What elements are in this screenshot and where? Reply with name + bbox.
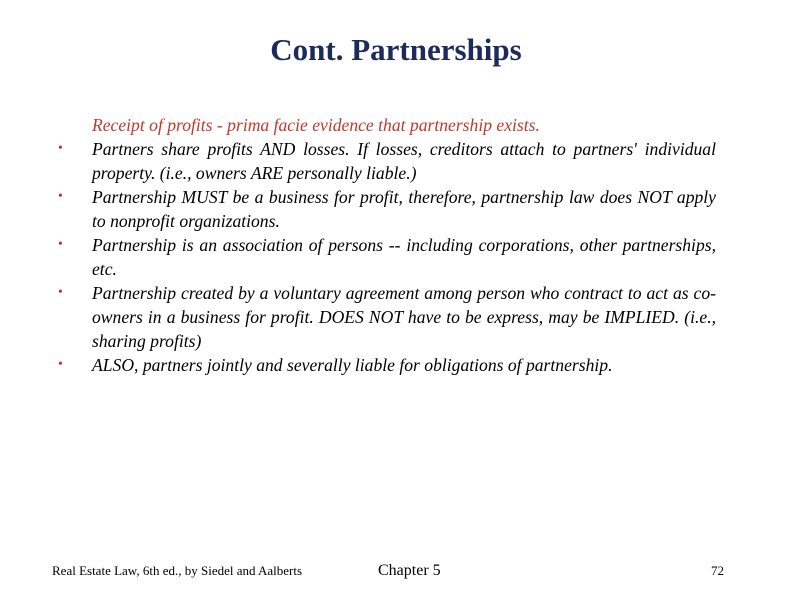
- bullet-item: [52, 353, 716, 377]
- bullet-icon: •: [58, 189, 63, 204]
- intro-line: Receipt of profits - prima facie evidence that partnership exists.: [92, 115, 540, 135]
- bullet-text: Partners share profits AND losses. If losses, creditors attach to partners' individual property. (i.e., owners ARE personally liable.): [92, 139, 716, 183]
- footer-chapter: Chapter 5: [378, 562, 441, 579]
- slide-title: Cont. Partnerships: [270, 32, 522, 67]
- bullet-text: ALSO, partners jointly and severally liable for obligations of partnership.: [92, 355, 613, 375]
- bullet-item: [52, 233, 716, 281]
- bullet-icon: •: [58, 285, 63, 300]
- bullet-item: [52, 137, 716, 185]
- bullet-item: [52, 185, 716, 233]
- bullet-text: Partnership is an association of persons -- including corporations, other partnerships, etc.: [92, 235, 716, 279]
- bullet-icon: •: [58, 237, 63, 252]
- slide-content: [52, 113, 716, 377]
- bullet-icon: •: [58, 141, 63, 156]
- bullet-text: Partnership created by a voluntary agreement among person who contract to act as co-owners in a business for profit. DOES NOT have to be express, may be IMPLIED. (i.e., sharing profits): [92, 283, 716, 351]
- bullet-item: [52, 281, 716, 353]
- bullet-text: Partnership MUST be a business for profit, therefore, partnership law does NOT apply to nonprofit organizations.: [92, 187, 716, 231]
- page-number: 72: [711, 563, 724, 578]
- footer-source: Real Estate Law, 6th ed., by Siedel and Aalberts: [52, 563, 303, 578]
- bullet-icon: •: [58, 357, 63, 372]
